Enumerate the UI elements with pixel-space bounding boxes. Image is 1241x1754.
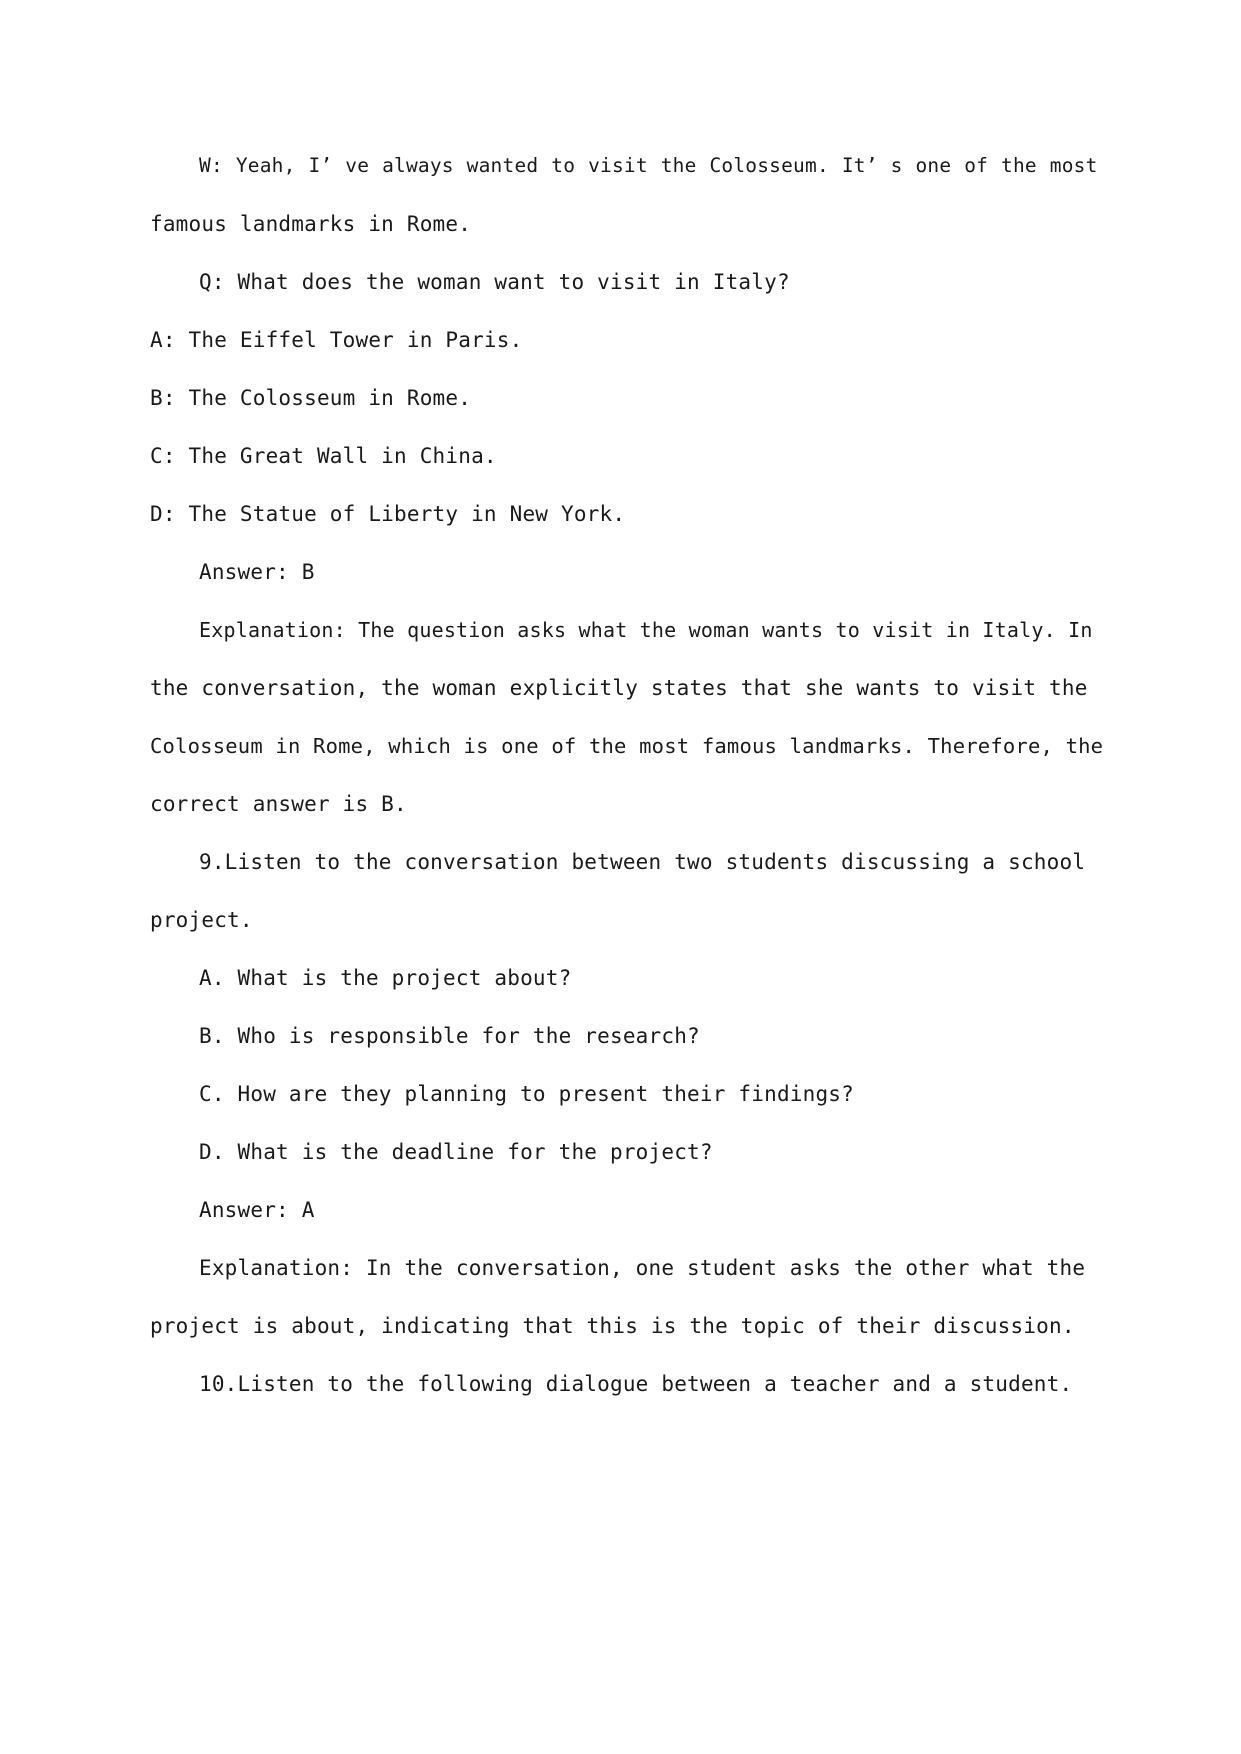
explanation-line: Colosseum in Rome, which is one of the most famous landmarks. Therefore, the — [150, 734, 1104, 758]
question-9-heading-continuation: project. — [150, 908, 253, 932]
option-a: A. What is the project about? — [199, 966, 572, 990]
option-d: D. What is the deadline for the project? — [199, 1140, 713, 1164]
explanation-line: the conversation, the woman explicitly states that she wants to visit the — [150, 676, 1088, 700]
dialogue-line-woman: W: Yeah, I’ ve always wanted to visit the Colosseum. It’ s one of the most — [199, 154, 1098, 177]
question-9-heading: 9.Listen to the conversation between two students discussing a school — [199, 850, 1086, 874]
question-text: Q: What does the woman want to visit in Italy? — [199, 270, 790, 294]
dialogue-line-continuation: famous landmarks in Rome. — [150, 212, 472, 236]
answer-line: Answer: B — [199, 560, 315, 584]
explanation-line: Explanation: The question asks what the woman wants to visit in Italy. In — [199, 618, 1093, 642]
question-10-heading: 10.Listen to the following dialogue between a teacher and a student. — [199, 1372, 1073, 1396]
explanation-line: correct answer is B. — [150, 792, 407, 816]
explanation-line: Explanation: In the conversation, one student asks the other what the — [199, 1256, 1086, 1280]
option-c: C: The Great Wall in China. — [150, 444, 497, 468]
option-b: B. Who is responsible for the research? — [199, 1024, 700, 1048]
option-b: B: The Colosseum in Rome. — [150, 386, 472, 410]
option-c: C. How are they planning to present their findings? — [199, 1082, 854, 1106]
option-d: D: The Statue of Liberty in New York. — [150, 502, 626, 526]
answer-line: Answer: A — [199, 1198, 315, 1222]
explanation-line: project is about, indicating that this is the topic of their discussion. — [150, 1314, 1075, 1338]
option-a: A: The Eiffel Tower in Paris. — [150, 328, 523, 352]
